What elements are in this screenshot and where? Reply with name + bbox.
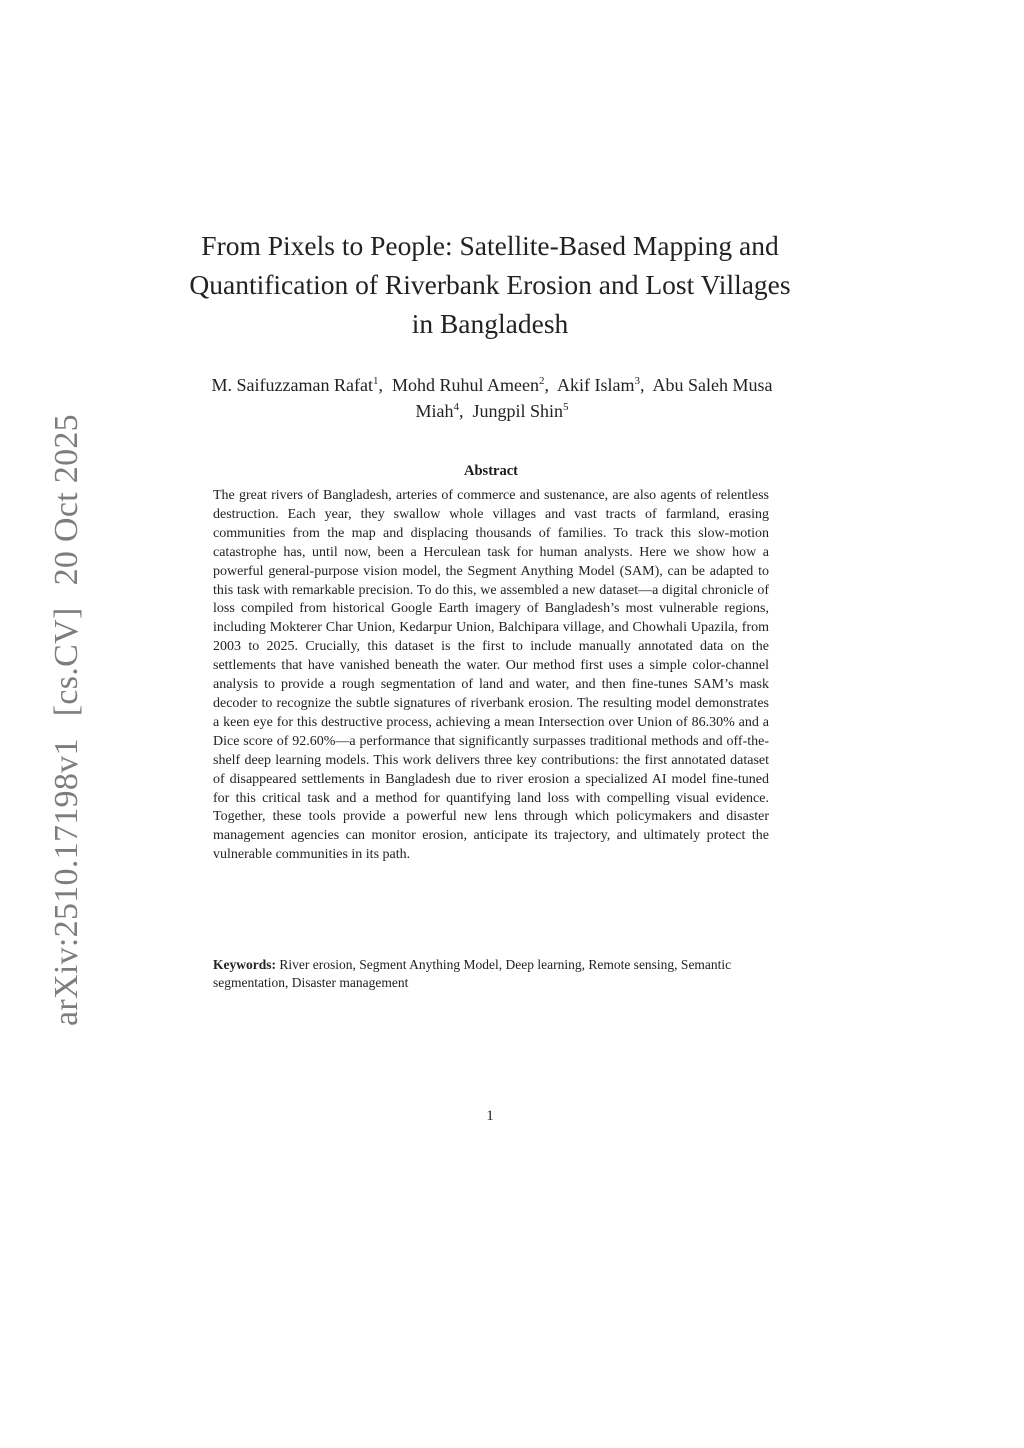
abstract-text: The great rivers of Bangladesh, arteries of commerce and sustenance, are also agents of relentless destruction. Each year, they swallow whole villages and vast tracts of farmland, erasing communities from the map and displacing thousands of families. To track this slow-motion catastrophe has, until now, been a Herculean task for human analysts. Here we show how a powerful general-purpose vision model, the Segment Anything Model (SAM), can be adapted to this task with remarkable precision. To do this, we assembled a new dataset—a digital chronicle of loss compiled from historical Google Earth imagery of Bangladesh’s most vulnerable regions, including Mokterer Char Union, Kedarpur Union, Balchipara village, and Chowhali Upazila, from 2003 to 2025. Crucially, this dataset is the first to include manually annotated data on the settlements that have vanished beneath the water. Our method first uses a simple color-channel analysis to provide a rough segmentation of land and water, and then fine-tunes SAM’s mask decoder to recognize the subtle signatures of riverbank erosion. The resulting model demonstrates a keen eye for this destructive process, achieving a mean Intersection over Union of 86.30% and a Dice score of 92.60%—a performance that significantly surpasses traditional methods and off-the-shelf deep learning models. This work delivers three key contributions: the first annotated dataset of disappeared settlements in Bangladesh due to river erosion a specialized AI model fine-tuned for this critical task and a method for quantifying land loss with compelling visual evidence. Together, these tools provide a powerful new lens through which policymakers and disaster management agencies can monitor erosion, anticipate its trajectory, and ultimately protect the vulnerable communities in its path. — [213, 488, 769, 863]
author — [472, 401, 568, 421]
author-name: Mohd Ruhul Ameen — [391, 375, 539, 395]
author-name: M. Saifuzzaman Rafat — [211, 375, 373, 395]
author-affiliation: 3 — [634, 375, 640, 387]
author — [557, 375, 640, 395]
arxiv-category: [cs.CV] — [48, 607, 85, 717]
author-affiliation: 5 — [563, 401, 569, 413]
paper-title: From Pixels to People: Satellite-Based Mapping and Quantification of Riverbank Erosion and Lost Villages in Bangladesh — [189, 230, 791, 339]
author-name: Jungpil Shin — [472, 401, 564, 421]
author — [212, 375, 379, 395]
page-number: 1 — [486, 1108, 494, 1124]
author-affiliation: 2 — [538, 375, 545, 387]
author-name: Abu Saleh Musa Miah — [415, 375, 773, 421]
author-list: M. Saifuzzaman Rafat$^1$, Mohd Ruhul Ameen$^2$, Akif Islam$^3$, Abu Saleh Musa Miah$^4$, Jungpil Shin$^5$ — [211, 375, 773, 421]
author — [392, 375, 545, 395]
author-affiliation: 4 — [453, 401, 459, 413]
author-name: Akif Islam — [556, 375, 635, 395]
author-affiliation: 1 — [372, 375, 379, 387]
arxiv-identifier-stamp — [48, 414, 86, 1026]
keywords-block — [213, 956, 769, 991]
arxiv-id: arXiv:2510.17198v1 — [48, 738, 85, 1026]
keywords-label: Keywords: — [213, 957, 276, 972]
keywords-list: River erosion, Segment Anything Model, Deep learning, Remote sensing, Semantic segmentation, Disaster management — [213, 957, 732, 990]
abstract-heading: Abstract — [464, 463, 518, 479]
arxiv-date: 20 Oct 2025 — [48, 414, 85, 586]
